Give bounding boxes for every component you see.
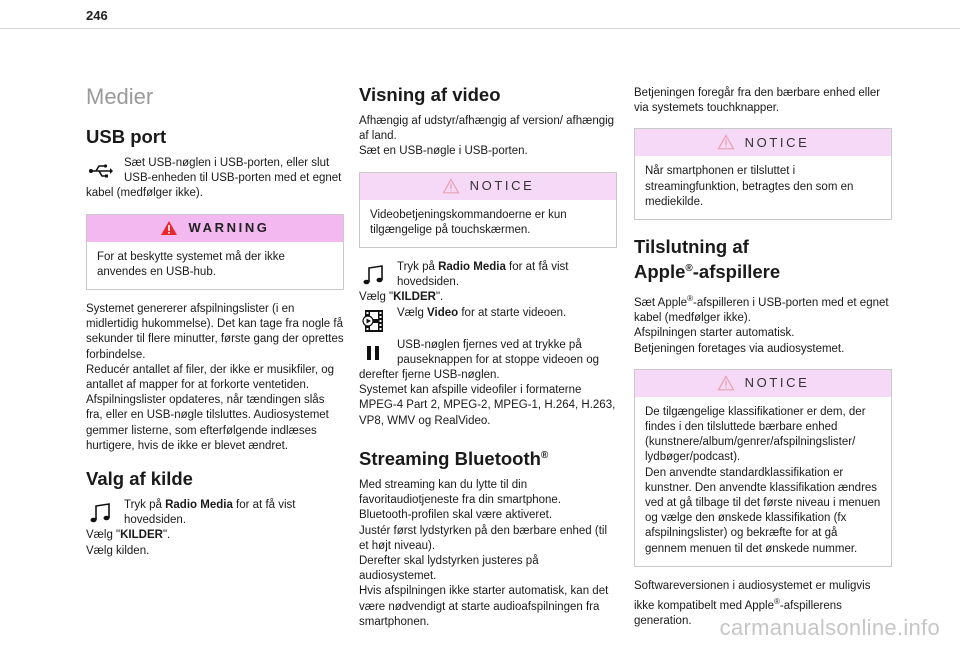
apple-heading-pre: Tilslutning af [634,236,749,258]
apple-p1-sup: ® [687,294,693,304]
video-step3-pre: Vælg [397,306,428,319]
header-rule [0,28,960,29]
apple-paragraph-2: Afspilningen starter automatisk. [634,327,795,340]
source-heading: Valg af kilde [86,468,193,490]
source-step3: Vælg kilden. [86,544,150,557]
classification-notice-body-1: De tilgængelige klassifikationer er dem, der findes i den tilsluttede bærbare enhed (kunstnere/album/genrer/afspilningslister/ lydbøger/podcast). [645,405,866,464]
usb-instruction [86,156,344,202]
source-step1-bold: Radio Media [165,499,233,512]
bluetooth-paragraph-4: Derefter skal lydstyrken justeres på audiosystemet. [359,555,539,583]
streaming-notice-header [635,129,891,156]
video-notice-body: Videobetjeningskommandoerne er kun tilgængelige på touchskærmen. [370,208,567,236]
bluetooth-paragraph-5: Hvis afspilningen ikke starter automatisk, kan det være nødvendigt at starte audioafspilningen fra smartphonen. [359,585,609,628]
chapter-title: Medier [86,84,154,109]
classification-notice-title: NOTICE [744,375,810,391]
bluetooth-paragraph-1: Med streaming kan du lytte til din favoritaudiotjeneste fra din smartphone. [359,479,562,507]
streaming-notice-title: NOTICE [744,134,810,150]
classification-notice-header [635,370,891,397]
video-step3-bold: Video [427,306,459,319]
apple-heading-post: -afspillere [692,261,781,283]
apple-heading-sup: ® [685,263,693,275]
software-pre: Softwareversionen i audiosystemet er muligvis ikke kompatibelt med Apple [634,579,871,612]
bluetooth-heading-sup: ® [540,449,549,461]
music-note-icon [88,500,114,526]
source-step1-pre: Tryk på [124,499,166,512]
software-sup: ® [774,597,780,607]
column-3 [634,82,892,629]
video-notice-header [360,173,616,200]
usb-paragraph-3: Afspilningslister opdateres, når tændingen slås fra, eller en USB-nøgle tilsluttes. Audiosystemet gemmer listerne, som efterfølgende indlæses hurtigere, hvis de ikke er blevet ændret. [86,394,329,452]
video-step2-bold: KILDER [393,291,436,304]
video-pause-text: USB-nøglen fjernes ved at trykke på pauseknappen for at stoppe videoen og derefter fjerne USB-nøglen. [359,338,600,382]
apple-heading [634,236,892,283]
apple-paragraph-1 [634,291,892,326]
warning-triangle-icon [717,375,735,391]
source-step2-bold: KILDER [120,529,163,542]
video-step1-pre: Tryk på [397,261,439,274]
warning-body: For at beskytte systemet må der ikke anvendes en USB-hub. [97,250,285,278]
video-notice-title: NOTICE [469,178,535,194]
video-formats: Systemet kan afspille videofiler i formaterne MPEG-4 Part 2, MPEG-2, MPEG-1, H.264, H.263, VP8, WMV og RealVideo. [359,384,616,427]
video-step1-bold: Radio Media [438,261,506,274]
page-number: 246 [86,8,108,23]
bluetooth-paragraph-2: Bluetooth-profilen skal være aktiveret. [359,509,553,522]
streaming-notice-body: Når smartphonen er tilsluttet i streamingfunktion, betragtes den som en mediekilde. [645,165,854,208]
video-step3-post: for at starte videoen. [458,306,567,319]
warning-triangle-icon [442,178,460,194]
film-icon [361,308,387,334]
classification-notice-box [634,369,892,567]
source-step1-post: for at få vist hovedsiden. [124,499,296,527]
source-step [86,498,344,528]
video-step2-pre: Vælg " [359,291,394,304]
bluetooth-heading-text: Streaming Bluetooth [359,448,541,469]
video-pause-instruction [359,338,617,384]
warning-title: WARNING [188,220,270,236]
music-note-icon [361,262,387,288]
apple-paragraph-3: Betjeningen foretages via audiosystemet. [634,342,845,355]
video-step-3 [359,306,617,334]
warning-triangle-icon [160,220,178,236]
column-2 [359,82,617,630]
apple-heading-apple: Apple [634,261,686,283]
bluetooth-heading [359,445,617,470]
warning-triangle-icon [717,134,735,150]
software-post: -afspillerens generation. [634,599,842,628]
usb-paragraph-2: Reducér antallet af filer, der ikke er musikfiler, og antallet af mapper for at forkorte ventetiden. [86,363,335,392]
usb-port-heading: USB port [86,126,167,147]
classification-notice-body-2: Den anvendte standardklassifikation er kunstner. Den anvendte klassifikation ændres ved at gå tilbage til det første niveau i menuen og vælge den ønskede klassifikation (fx afspilningslister) og bekræfte for at gå gennem menuen til det ønskede nummer. [645,466,881,555]
source-step2-post: ". [162,529,171,542]
streaming-notice-box [634,128,892,220]
column-1 [86,82,344,559]
usb-paragraph-1: Systemet genererer afspilningslister (i en midlertidig hukommelse). Det kan tage fra nogle få sekunder til flere minutter, første gang der oprettes forbindelse. [86,303,344,361]
video-heading: Visning af video [359,84,501,105]
video-notice-box [359,172,617,248]
classification-notice-body [635,397,891,566]
warning-box [86,214,344,290]
source-step2-pre: Vælg " [86,529,121,542]
pause-icon [361,340,387,366]
apple-p1-post: -afspilleren i USB-porten med et egnet kabel (medfølger ikke). [634,297,889,325]
warning-header [87,215,343,242]
col3-intro: Betjeningen foregår fra den bærbare enhed eller via systemets touchknapper. [634,87,881,115]
video-step1-post: for at få vist hovedsiden. [397,261,569,289]
video-step-1 [359,260,617,290]
usb-icon [88,158,114,184]
apple-p1-pre: Sæt Apple [634,297,688,309]
video-line-1: Afhængig af udstyr/afhængig af version/ afhængig af land. [359,115,615,143]
video-line-2: Sæt en USB-nøgle i USB-porten. [359,145,528,158]
bluetooth-paragraph-3: Justér først lydstyrken på den bærbare enhed (til et højt niveau). [359,524,608,552]
watermark: carmanualsonline.info [719,615,940,640]
video-step2-post: ". [435,291,444,304]
usb-instruction-text: Sæt USB-nøglen i USB-porten, eller slut USB-enheden til USB-porten med et egnet kabel (medfølger ikke). [86,157,342,200]
